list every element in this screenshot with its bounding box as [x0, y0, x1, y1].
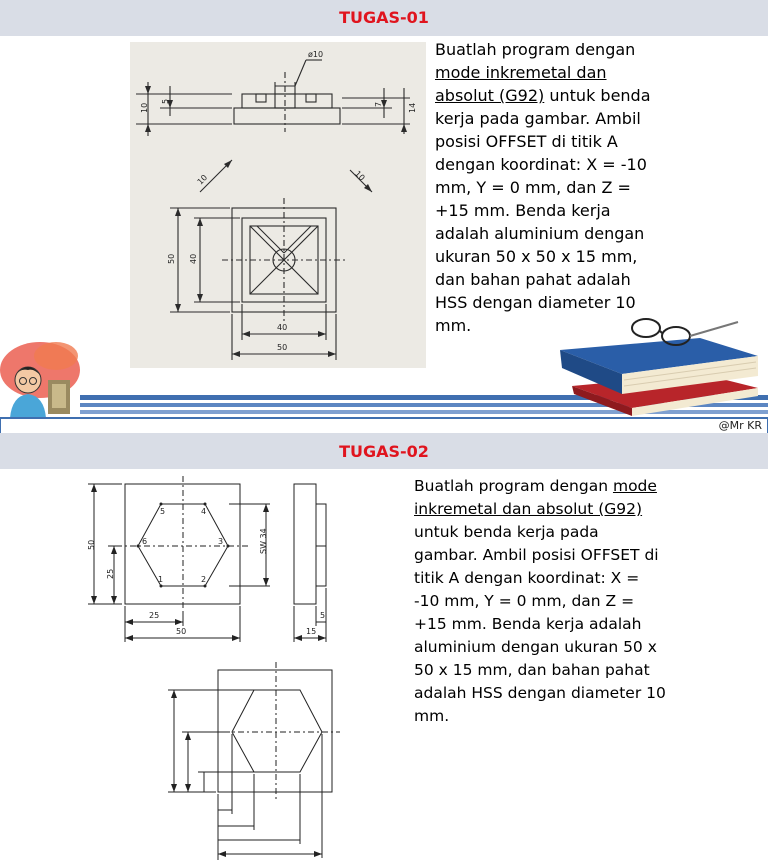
t1-dim-outer-height: 50	[167, 253, 176, 264]
t2-dim-side-step: 5	[320, 611, 326, 620]
t2-hexagon	[138, 504, 228, 586]
t2-point-3: 3	[218, 537, 224, 546]
task1-text-before: Buatlah program dengan	[435, 40, 636, 59]
t1-dim-right-total: 14	[408, 102, 417, 113]
t2-dim-height: 50	[87, 539, 96, 550]
t2-side-body	[294, 484, 316, 604]
t1-dim-diag-left: 10	[195, 172, 210, 187]
t1-dim-side-step: 5	[161, 98, 170, 104]
t2-lower-square	[218, 670, 332, 792]
t1-dim-outer-width: 50	[277, 343, 288, 352]
task1-technical-drawing	[130, 42, 426, 368]
task2-text-underline: mode inkremetal dan absolut (G92)	[414, 477, 657, 518]
t2-point-5: 5	[160, 507, 166, 516]
task2-text-before: Buatlah program dengan	[414, 477, 613, 495]
t2-side-boss	[316, 504, 326, 586]
task2-description	[414, 475, 666, 728]
t1-side-base	[234, 108, 340, 124]
t1-dim-inner-height: 40	[189, 253, 198, 264]
t2-point-4: 4	[201, 507, 207, 516]
credit-label: @Mr KR	[718, 419, 762, 432]
task1-text-underline: mode inkremetal dan absolut (G92)	[435, 63, 607, 105]
t1-side-notch-left	[256, 94, 266, 102]
t1-dim-right-step: 7	[374, 101, 383, 107]
task2-title: TUGAS-02	[339, 442, 429, 461]
task1-text-after: untuk benda kerja pada gambar. Ambil posisi OFFSET di titik A dengan koordinat: X = -10 mm, Y = 0 mm, dan Z = +15 mm. Benda kerja adalah aluminium dengan ukuran 50 x 50 x 15 mm, dan bahan pahat adalah HSS dengan diameter 10 mm.	[435, 86, 651, 335]
t2-point-1: 1	[158, 575, 164, 584]
t1-dim-diag-right: 10	[352, 169, 367, 183]
task2-technical-drawing	[70, 470, 370, 866]
footer-frame	[0, 419, 768, 434]
t2-point-6: 6	[142, 537, 148, 546]
t2-lower-hexagon	[232, 690, 322, 772]
t1-dim-side-height: 10	[140, 102, 149, 113]
t1-dim-inner-width: 40	[277, 323, 288, 332]
t2-point-2: 2	[201, 575, 207, 584]
books-and-glasses-illustration	[552, 316, 768, 420]
task1-title: TUGAS-01	[339, 8, 429, 27]
t2-dim-side-width: 15	[306, 627, 317, 636]
t2-dim-half-height: 25	[106, 568, 115, 579]
t2-dim-sw: SW 34	[259, 528, 268, 554]
task1-drawing	[130, 42, 426, 368]
t1-hole-label: ø10	[308, 50, 324, 59]
task2-text-after: untuk benda kerja pada gambar. Ambil posisi OFFSET di titik A dengan koordinat: X = -10 mm, Y = 0 mm, dan Z = +15 mm. Benda kerja adalah aluminium dengan ukuran 50 x 50 x 15 mm, dan bahan pahat adalah HSS dengan diameter 10 mm.	[414, 523, 666, 725]
t1-side-notch-right	[306, 94, 316, 102]
teacher-cartoon-illustration	[0, 336, 80, 418]
t2-dim-width: 50	[176, 627, 187, 636]
t2-dim-half-width: 25	[149, 611, 160, 620]
task1-description	[435, 38, 661, 337]
